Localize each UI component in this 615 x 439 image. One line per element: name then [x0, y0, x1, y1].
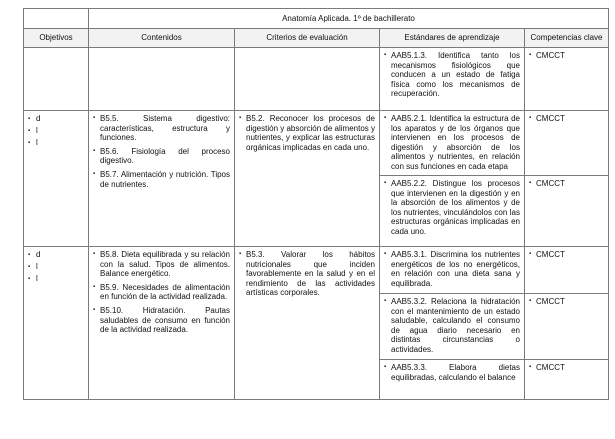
competencia-cell: [525, 294, 609, 360]
criterios-cell: [235, 48, 380, 111]
header-objetivos: Objetivos: [24, 29, 89, 48]
estandar-text: AAB5.2.1. Identifica la estructura de los aparatos y de los órganos que intervienen en los procesos de digestión y absorción de los alimentos y nutrientes, en relación con sus funciones en cada etapa: [391, 114, 520, 171]
estandar-text: AAB5.1.3. Identifica tanto los mecanismos fisiológicos que conducen a un estado de fatiga física como los mecanismos de recuperación.: [391, 51, 520, 99]
competencia-text: CMCCT: [536, 179, 565, 188]
estandar-cell: [380, 247, 525, 294]
competencia-cell: [525, 176, 609, 247]
header-estandares: Estándares de aprendizaje: [380, 29, 525, 48]
objetivo-item: l: [36, 274, 38, 283]
estandar-cell: [380, 176, 525, 247]
header-blank-cell: [24, 9, 89, 29]
bullet-icon: ▪: [28, 264, 31, 270]
competencia-cell: [525, 247, 609, 294]
contenido-item: B5.9. Necesidades de alimentación en función de la actividad realizada.: [100, 282, 230, 302]
bullet-icon: ▪: [384, 115, 387, 121]
objetivo-item: d: [36, 114, 41, 123]
curriculum-table: [23, 8, 609, 400]
competencia-text: CMCCT: [536, 297, 565, 306]
estandar-text: AAB5.2.2. Distingue los procesos que intervienen en la digestión y en la absorción de los alimentos y de los nutrientes, vinculándolos con las estructuras orgánicas implicadas en cada uno.: [391, 179, 520, 236]
objetivos-cell: [24, 247, 89, 400]
objetivos-cell: [24, 111, 89, 247]
competencia-text: CMCCT: [536, 250, 565, 259]
contenidos-cell: [89, 48, 235, 111]
bullet-icon: ▪: [384, 298, 387, 304]
bullet-icon: ▪: [93, 147, 96, 154]
criterio-text: B5.2. Reconocer los procesos de digestión y absorción de alimentos y nutrientes, y explicar las estructuras orgánicas implicadas en cada uno.: [246, 114, 375, 152]
bullet-icon: ▪: [93, 306, 96, 313]
table-title: Anatomía Aplicada. 1º de bachillerato: [89, 9, 609, 29]
competencia-cell: [525, 360, 609, 400]
competencia-cell: [525, 111, 609, 176]
bullet-icon: ▪: [529, 115, 532, 121]
estandar-cell: [380, 111, 525, 176]
bullet-icon: ▪: [239, 115, 242, 121]
bullet-icon: ▪: [28, 276, 31, 282]
estandar-text: AAB5.3.3. Elabora dietas equilibradas, calculando el balance: [391, 363, 520, 382]
estandar-cell: [380, 294, 525, 360]
objetivo-item: d: [36, 250, 41, 259]
contenido-item: B5.8. Dieta equilibrada y su relación con la salud. Tipos de alimentos. Balance energético.: [100, 250, 230, 279]
bullet-icon: ▪: [93, 283, 96, 290]
bullet-icon: ▪: [28, 252, 31, 258]
contenido-item: B5.10. Hidratación. Pautas saludables de consumo en función de la actividad realizada.: [100, 305, 230, 335]
bullet-icon: ▪: [529, 298, 532, 304]
contenidos-cell: [89, 247, 235, 400]
objetivo-item: l: [36, 138, 38, 147]
estandar-text: AAB5.3.2. Relaciona la hidratación con el mantenimiento de un estado saludable, calculando el consumo de agua diario necesario en distintas circunstancias o actividades.: [391, 297, 520, 354]
bullet-icon: ▪: [529, 180, 532, 186]
objetivo-item: l: [36, 262, 38, 271]
header-competencias: Competencias clave: [525, 29, 609, 48]
objetivos-cell: [24, 48, 89, 111]
competencia-cell: [525, 48, 609, 111]
bullet-icon: ▪: [93, 115, 96, 121]
bullet-icon: ▪: [384, 180, 387, 186]
bullet-icon: ▪: [93, 251, 96, 257]
bullet-icon: ▪: [28, 128, 31, 134]
table-row: [24, 111, 609, 176]
contenido-item: B5.5. Sistema digestivo: características, estructura y funciones.: [100, 114, 230, 143]
criterio-text: B5.3. Valorar los hábitos nutricionales que inciden favorablemente en la salud y en el rendimiento de las actividades artísticas corporales.: [246, 250, 375, 298]
objetivo-item: l: [36, 126, 38, 135]
criterios-cell: [235, 111, 380, 247]
contenido-item: B5.7. Alimentación y nutrición. Tipos de nutrientes.: [100, 169, 230, 189]
contenido-item: B5.6. Fisiología del proceso digestivo.: [100, 146, 230, 166]
bullet-icon: ▪: [28, 116, 31, 122]
estandar-cell: [380, 360, 525, 400]
table-row: [24, 48, 609, 111]
estandar-cell: [380, 48, 525, 111]
table-row: [24, 247, 609, 294]
bullet-icon: ▪: [529, 52, 532, 58]
bullet-icon: ▪: [384, 364, 387, 370]
bullet-icon: ▪: [384, 52, 387, 58]
header-criterios: Criterios de evaluación: [235, 29, 380, 48]
competencia-text: CMCCT: [536, 363, 565, 372]
bullet-icon: ▪: [529, 251, 532, 257]
criterios-cell: [235, 247, 380, 400]
competencia-text: CMCCT: [536, 51, 565, 60]
bullet-icon: ▪: [529, 364, 532, 370]
estandar-text: AAB5.3.1. Discrimina los nutrientes energéticos de los no energéticos, en relación con una dieta sana y equilibrada.: [391, 250, 520, 288]
contenidos-cell: [89, 111, 235, 247]
competencia-text: CMCCT: [536, 114, 565, 123]
bullet-icon: ▪: [28, 140, 31, 146]
header-contenidos: Contenidos: [89, 29, 235, 48]
bullet-icon: ▪: [384, 251, 387, 257]
bullet-icon: ▪: [93, 170, 96, 177]
bullet-icon: ▪: [239, 251, 242, 257]
